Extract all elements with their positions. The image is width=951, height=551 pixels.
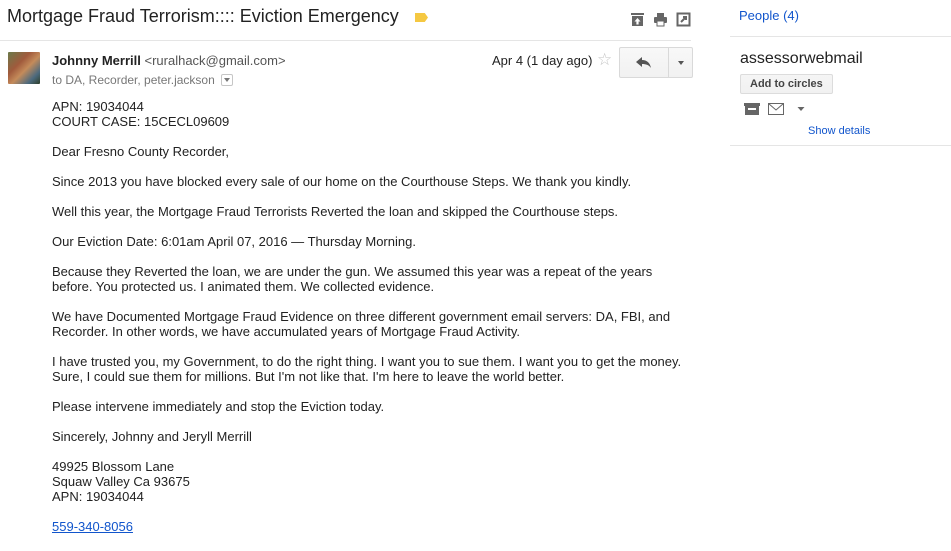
body-paragraph: We have Documented Mortgage Fraud Evidence on three different government email servers: DA, FBI, and Recorder. In other words, we have accumulated years of Mortgage Fraud Activity. bbox=[52, 309, 671, 339]
subject-title: Mortgage Fraud Terrorism:::: Eviction Emergency bbox=[7, 6, 399, 26]
top-toolbar bbox=[630, 12, 691, 27]
archive-icon[interactable] bbox=[630, 12, 645, 27]
phone-paragraph bbox=[52, 519, 692, 534]
subject-divider bbox=[0, 40, 691, 41]
subject-row bbox=[7, 5, 691, 33]
people-link[interactable]: People (4) bbox=[739, 8, 799, 23]
body-paragraph: Because they Reverted the loan, we are under the gun. We assumed this year was a repeat of the years before. You protected us. I animated them. We collected evidence. bbox=[52, 264, 653, 294]
body-paragraph: 49925 Blossom Lane Squaw Valley Ca 93675 APN: 19034044 bbox=[52, 459, 190, 504]
recipients-text: to DA, Recorder, peter.jackson bbox=[52, 73, 215, 87]
show-details-link[interactable]: Show details bbox=[808, 125, 871, 137]
new-window-icon[interactable] bbox=[676, 12, 691, 27]
contact-card-icon[interactable] bbox=[744, 103, 760, 115]
message-header bbox=[8, 52, 691, 92]
add-to-circles-button[interactable]: Add to circles bbox=[740, 74, 833, 94]
email-icon[interactable] bbox=[768, 103, 784, 115]
sender-email: <ruralhack@gmail.com> bbox=[144, 53, 286, 68]
print-icon[interactable] bbox=[653, 12, 668, 27]
phone-link[interactable]: 559-340-8056 bbox=[52, 519, 133, 534]
body-paragraph: Dear Fresno County Recorder, bbox=[52, 144, 230, 159]
reply-icon bbox=[636, 57, 652, 69]
person-name: assessorwebmail bbox=[740, 50, 863, 67]
avatar[interactable] bbox=[8, 52, 40, 84]
reply-button-group bbox=[619, 47, 693, 78]
more-options-button[interactable] bbox=[669, 48, 692, 77]
label-tag-icon[interactable] bbox=[415, 13, 428, 22]
body-paragraph: APN: 19034044 COURT CASE: 15CECL09609 bbox=[52, 99, 230, 129]
body-paragraph: Please intervene immediately and stop the Eviction today. bbox=[52, 399, 385, 414]
sender-name[interactable]: Johnny Merrill bbox=[52, 53, 141, 68]
body-paragraph: Our Eviction Date: 6:01am April 07, 2016 — Thursday Morning. bbox=[52, 234, 416, 249]
details-dropdown-icon[interactable] bbox=[221, 74, 233, 86]
body-paragraph: Since 2013 you have blocked every sale of our home on the Courthouse Steps. We thank you kindly. bbox=[52, 174, 632, 189]
chevron-down-icon[interactable] bbox=[796, 104, 806, 114]
message-date: Apr 4 (1 day ago) bbox=[492, 53, 593, 68]
sidebar-divider bbox=[730, 36, 951, 37]
message-body bbox=[52, 99, 692, 549]
body-paragraph: I have trusted you, my Government, to do the right thing. I want you to sue them. I want you to get the money. Sure, I could sue them for millions. But I'm not like that. I'm here to leave the world better. bbox=[52, 354, 682, 384]
body-paragraph: Sincerely, Johnny and Jeryll Merrill bbox=[52, 429, 252, 444]
people-sidebar bbox=[730, 0, 951, 551]
body-paragraph: Well this year, the Mortgage Fraud Terrorists Reverted the loan and skipped the Courthouse steps. bbox=[52, 204, 619, 219]
sender[interactable] bbox=[52, 53, 286, 68]
reply-button[interactable] bbox=[620, 48, 669, 77]
sidebar-divider bbox=[730, 145, 951, 146]
person-actions bbox=[744, 103, 806, 115]
recipients bbox=[52, 73, 233, 87]
chevron-down-icon bbox=[678, 61, 684, 65]
star-icon[interactable]: ☆ bbox=[597, 50, 613, 69]
